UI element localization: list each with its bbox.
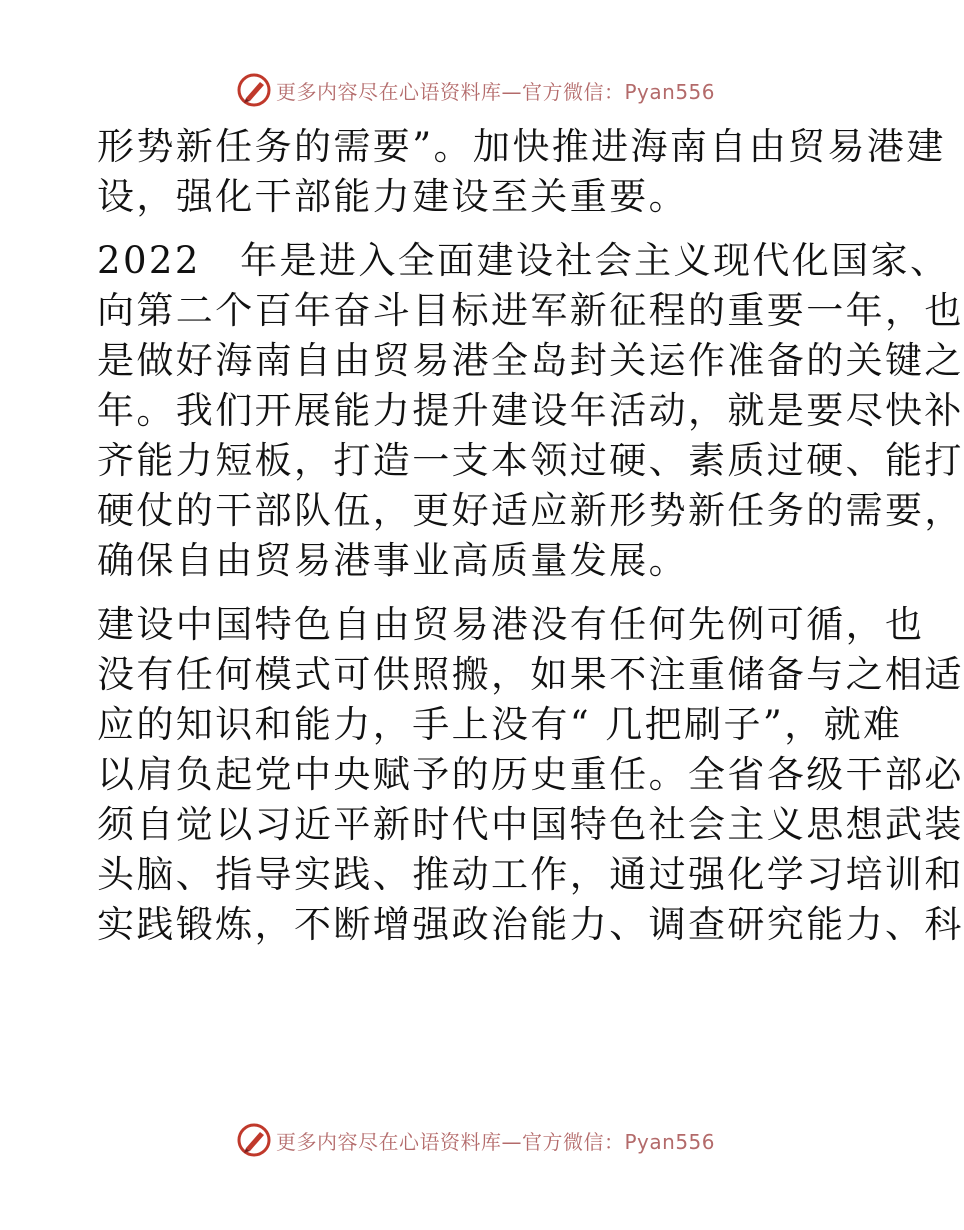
text-line: 头脑、指导实践、推动工作，通过强化学习培训和 (97, 853, 964, 896)
text-line: 须自觉以习近平新时代中国特色社会主义思想武装 (97, 803, 964, 846)
text-line: 形势新任务的需要”。加快推进海南自由贸易港建 (97, 125, 946, 168)
text-line: 实践锻炼，不断增强政治能力、调查研究能力、科 (97, 903, 964, 946)
text-line: 是做好海南自由贸易港全岛封关运作准备的关键之 (97, 339, 964, 382)
text-line: 设，强化干部能力建设至关重要。 (97, 175, 688, 218)
text-line: 以肩负起党中央赋予的历史重任。全省各级干部必 (97, 753, 964, 796)
text-line: 齐能力短板，打造一支本领过硬、素质过硬、能打 (97, 439, 964, 482)
text-line: 2022 年是进入全面建设社会主义现代化国家、 (97, 239, 950, 282)
text-line: 应的知识和能力，手上没有“ 几把刷子”，就难 (97, 703, 903, 746)
paragraph (97, 236, 964, 586)
text-line: 建设中国特色自由贸易港没有任何先例可循，也 (97, 603, 925, 646)
pen-circle-logo-icon (236, 1122, 272, 1158)
document-body (97, 122, 964, 964)
header-watermark (236, 70, 715, 110)
watermark-text: 更多内容尽在心语资料库—官方微信：Pyan556 (276, 1129, 716, 1154)
text-line: 向第二个百年奋斗目标进军新征程的重要一年，也 (97, 289, 964, 332)
text-line: 确保自由贸易港事业高质量发展。 (97, 539, 688, 582)
paragraph (97, 122, 946, 222)
pen-circle-logo-icon (236, 72, 272, 108)
watermark-text: 更多内容尽在心语资料库—官方微信：Pyan556 (276, 79, 716, 104)
text-line: 硬仗的干部队伍，更好适应新形势新任务的需要， (97, 489, 964, 532)
paragraph (97, 600, 964, 950)
footer-watermark (236, 1120, 715, 1160)
text-line: 年。我们开展能力提升建设年活动，就是要尽快补 (97, 389, 964, 432)
text-line: 没有任何模式可供照搬，如果不注重储备与之相适 (97, 653, 964, 696)
